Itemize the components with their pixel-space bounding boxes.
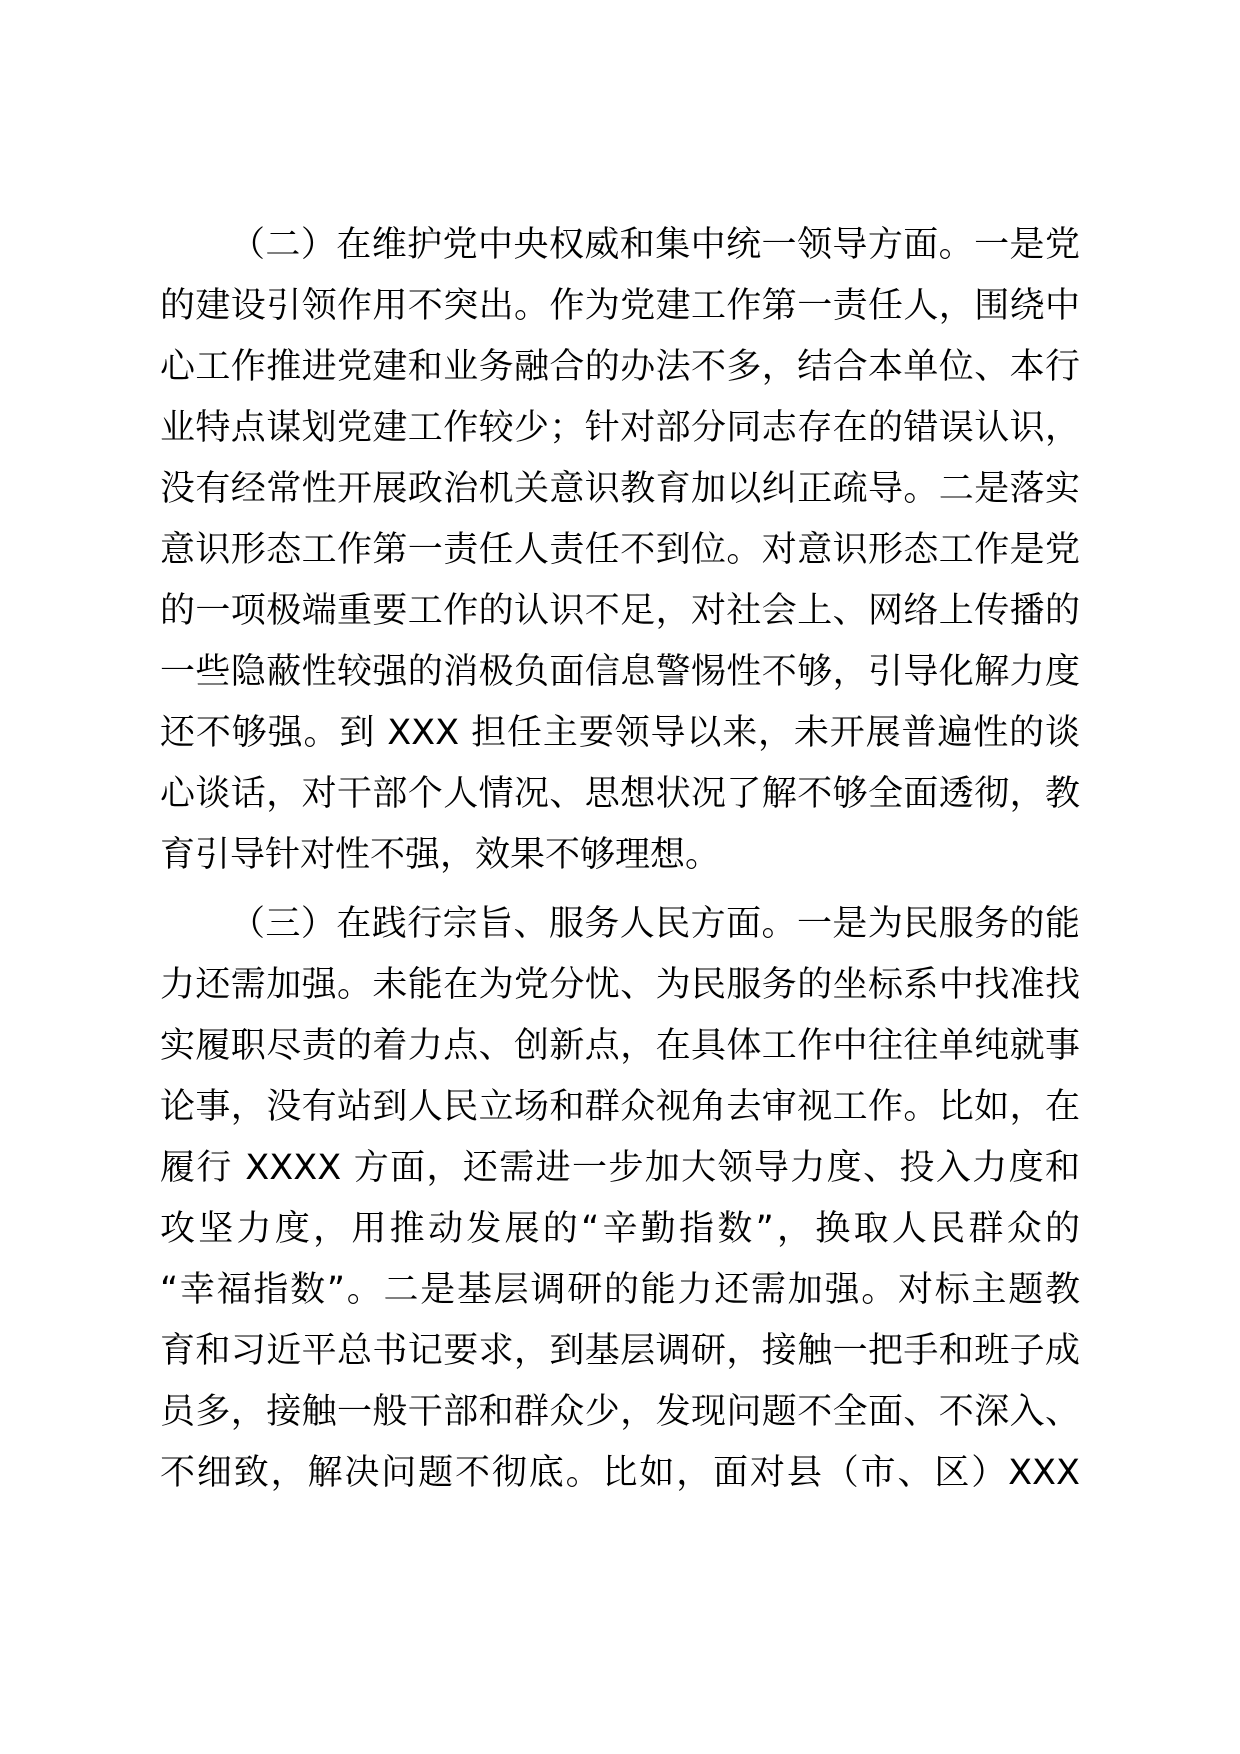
paragraph-line: 实履职尽责的着力点、创新点，在具体工作中往往单纯就事 [160,1026,1080,1066]
paragraph-section-2 [160,215,1080,886]
paragraph-line: 不细致，解决问题不彻底。比如，面对县（市、区）XXX [160,1453,1080,1493]
paragraph-line: 的建设引领作用不突出。作为党建工作第一责任人，围绕中 [160,286,1080,326]
paragraph-line: 力还需加强。未能在为党分忧、为民服务的坐标系中找准找 [160,965,1080,1005]
paragraph-line: 论事，没有站到人民立场和群众视角去审视工作。比如，在 [160,1087,1080,1127]
paragraph-line: 履行 XXXX 方面，还需进一步加大领导力度、投入力度和 [160,1148,1080,1188]
paragraph-spacer [160,886,1080,894]
paragraph-line: 心谈话，对干部个人情况、思想状况了解不够全面透彻，教 [160,774,1080,814]
paragraph-line: 员多，接触一般干部和群众少，发现问题不全面、不深入、 [160,1392,1080,1432]
paragraph-line: 还不够强。到 XXX 担任主要领导以来，未开展普遍性的谈 [160,713,1080,753]
paragraph-line: 心工作推进党建和业务融合的办法不多，结合本单位、本行 [160,347,1080,387]
paragraph-line: （二）在维护党中央权威和集中统一领导方面。一是党 [230,225,1080,265]
paragraph-line: 一些隐蔽性较强的消极负面信息警惕性不够，引导化解力度 [160,652,1080,692]
paragraph-line: 育引导针对性不强，效果不够理想。 [160,835,721,875]
paragraph-line: 攻坚力度，用推动发展的“辛勤指数”，换取人民群众的 [160,1209,1080,1249]
paragraph-line: （三）在践行宗旨、服务人民方面。一是为民服务的能 [230,904,1080,944]
paragraph-section-3 [160,894,1080,1504]
paragraph-line: 育和习近平总书记要求，到基层调研，接触一把手和班子成 [160,1331,1080,1371]
paragraph-line: 没有经常性开展政治机关意识教育加以纠正疏导。二是落实 [160,469,1080,509]
paragraph-line: 业特点谋划党建工作较少；针对部分同志存在的错误认识， [160,408,1080,448]
document-body [160,215,1080,1504]
paragraph-line: “幸福指数”。二是基层调研的能力还需加强。对标主题教 [160,1270,1080,1310]
paragraph-line: 的一项极端重要工作的认识不足，对社会上、网络上传播的 [160,591,1080,631]
paragraph-line: 意识形态工作第一责任人责任不到位。对意识形态工作是党 [160,530,1080,570]
